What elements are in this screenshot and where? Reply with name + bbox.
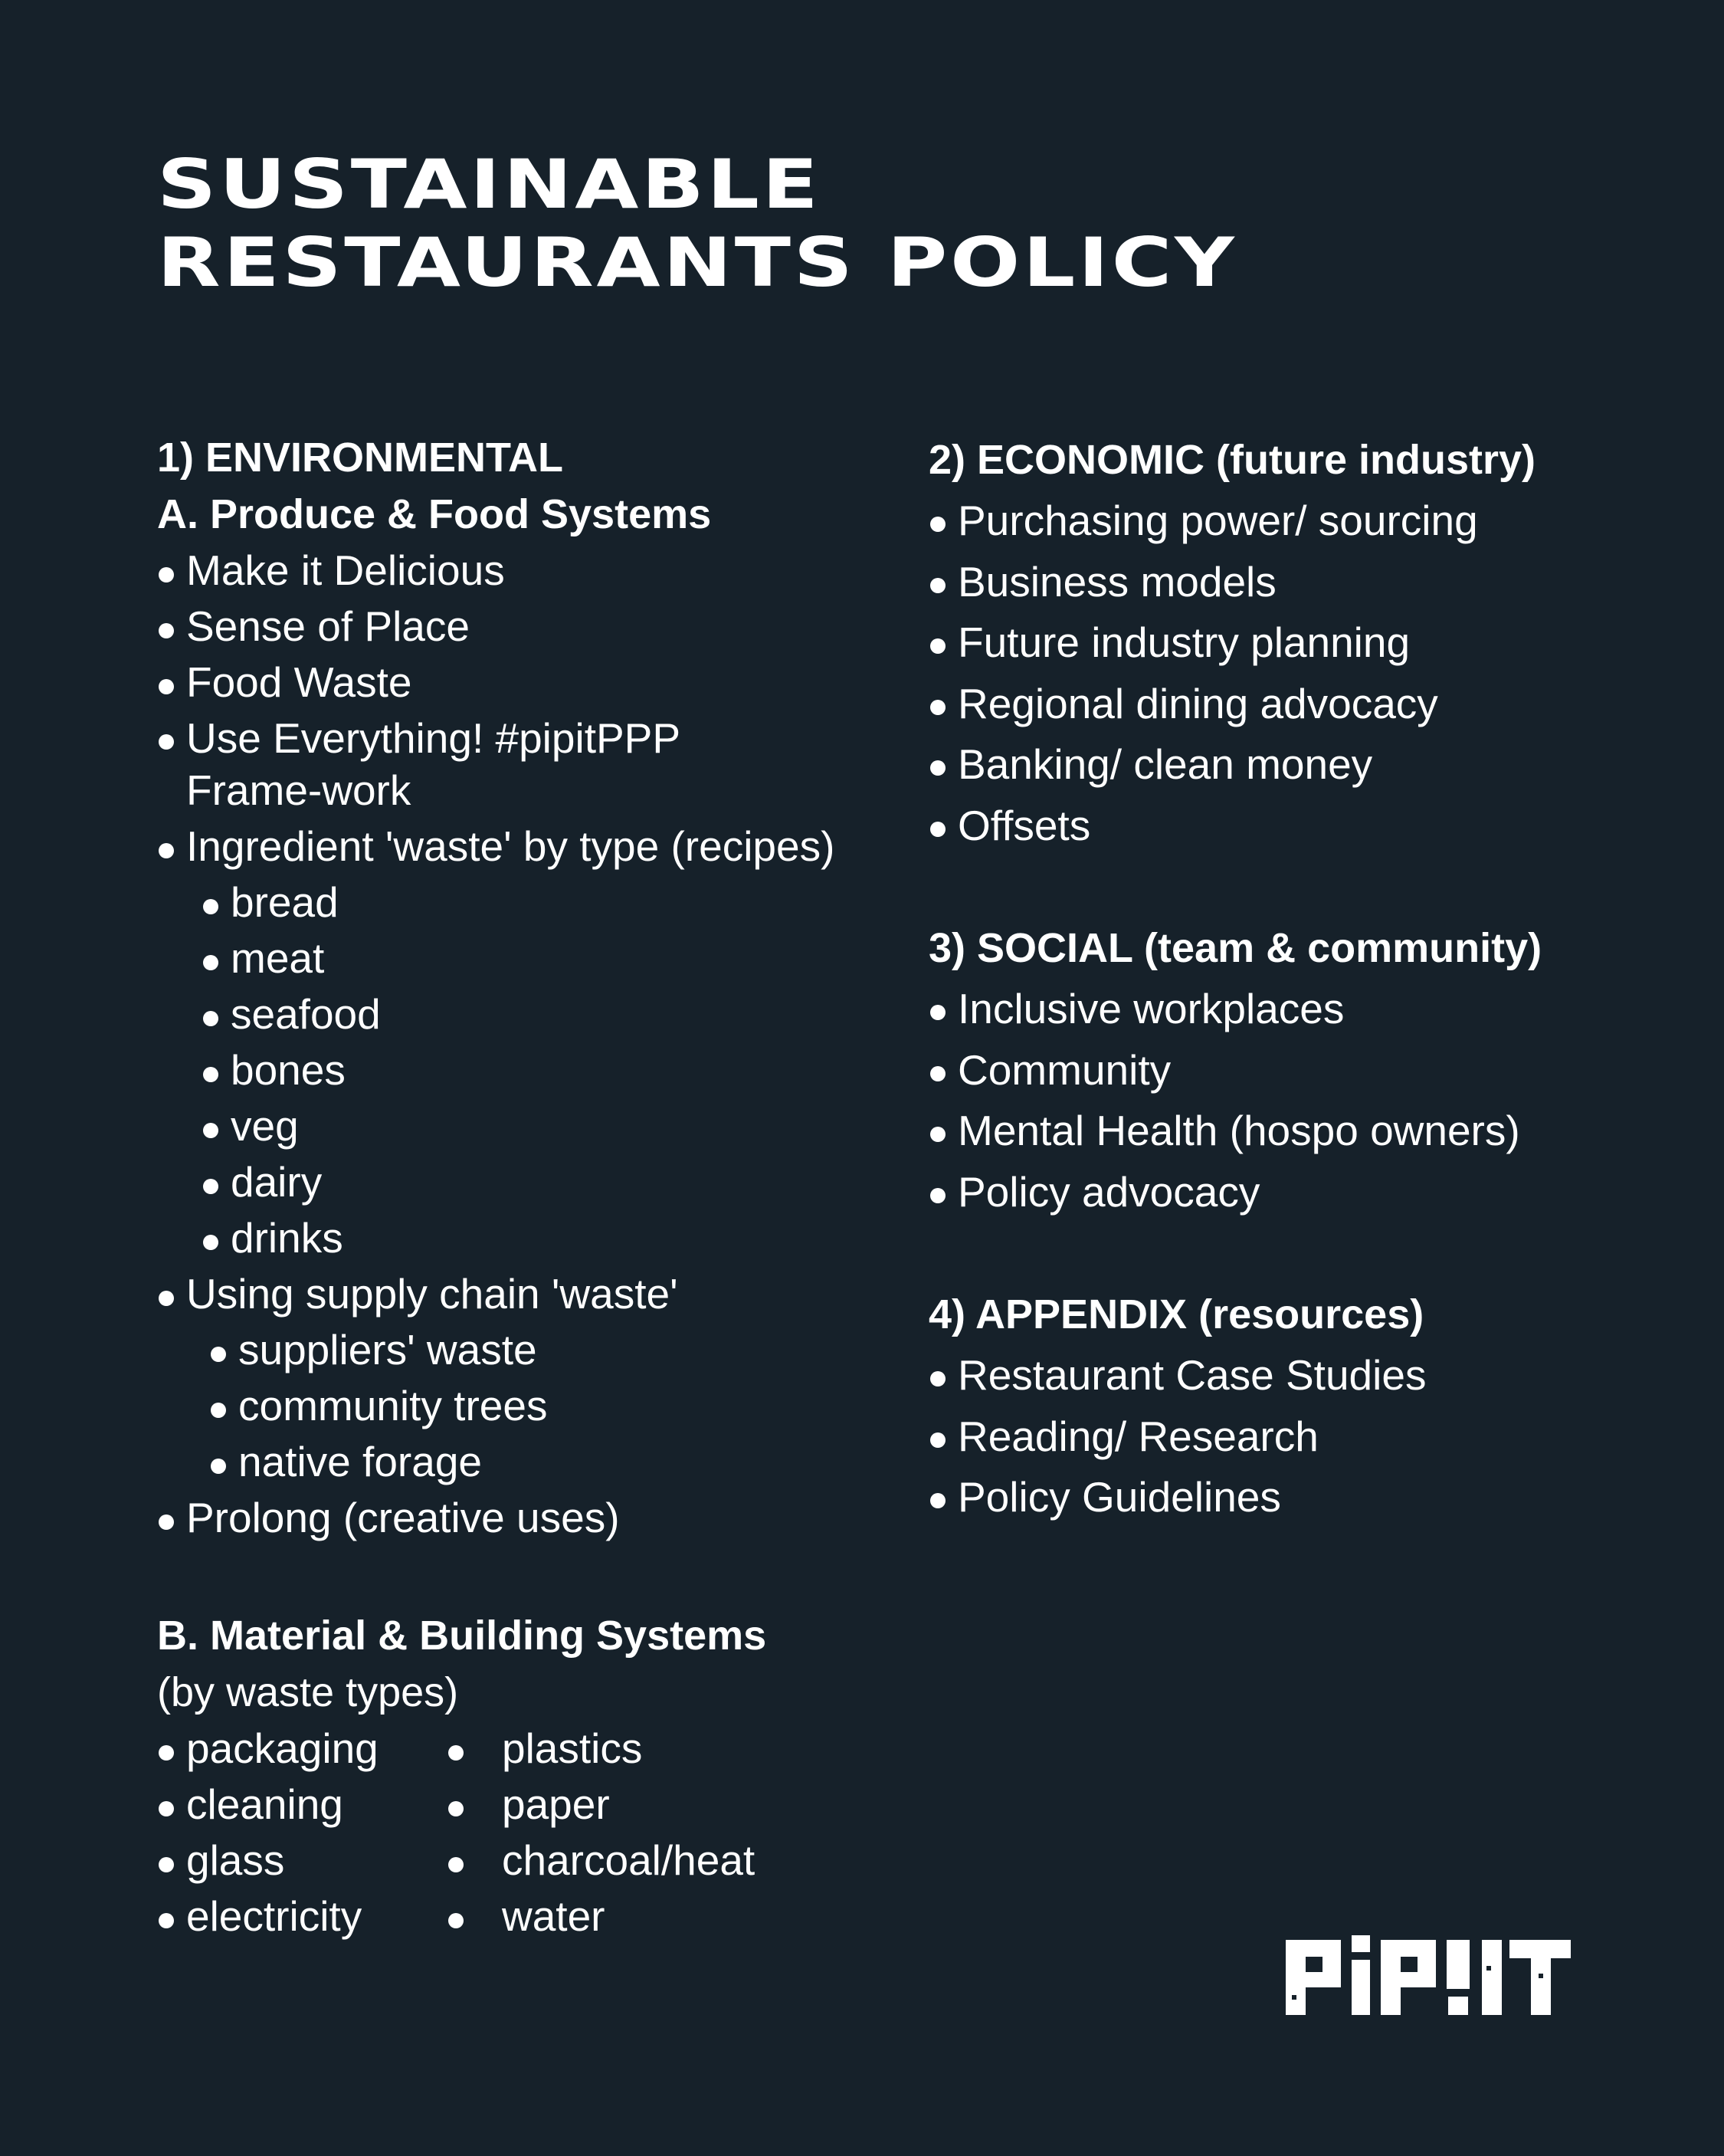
pipit-logo xyxy=(1286,1935,1571,2015)
list-item: charcoal/heat xyxy=(448,1833,755,1889)
list-item: plastics xyxy=(448,1721,755,1777)
list-item: dairy xyxy=(157,1154,885,1210)
economic-heading: 2) ECONOMIC (future industry) xyxy=(929,437,1536,483)
list-item: Policy advocacy xyxy=(929,1162,1664,1223)
list-item: Make it Delicious xyxy=(157,543,885,599)
produce-heading: A. Produce & Food Systems xyxy=(157,491,712,537)
spacer xyxy=(929,856,1664,917)
list-item: Banking/ clean money xyxy=(929,734,1664,796)
list-item: drinks xyxy=(157,1210,885,1266)
list-item: Policy Guidelines xyxy=(929,1467,1664,1528)
list-item: Future industry planning xyxy=(929,612,1664,674)
appendix-list xyxy=(929,1345,1664,1528)
economic-list xyxy=(929,491,1664,856)
list-item: suppliers' waste xyxy=(157,1322,885,1378)
list-item: seafood xyxy=(157,986,885,1042)
list-item: water xyxy=(448,1889,755,1944)
list-item: Offsets xyxy=(929,796,1664,857)
supply-chain-list xyxy=(157,1266,885,1322)
material-lists xyxy=(157,1721,885,1944)
list-item: Community xyxy=(929,1040,1664,1101)
list-item: paper xyxy=(448,1777,755,1833)
list-item: Use Everything! #pipitPPP Frame-work xyxy=(157,710,814,819)
list-item: Reading/ Research xyxy=(929,1406,1664,1468)
list-item: Business models xyxy=(929,552,1664,613)
logo-letter-i xyxy=(1352,1935,1370,1952)
list-item: bones xyxy=(157,1042,885,1098)
title-line-1: SUSTAINABLE xyxy=(157,145,821,224)
list-item: veg xyxy=(157,1098,885,1154)
supply-items-list xyxy=(157,1322,885,1490)
produce-list xyxy=(157,543,885,875)
list-item: Using supply chain 'waste' xyxy=(157,1266,885,1322)
list-item: meat xyxy=(157,930,885,986)
page-title xyxy=(157,146,1237,302)
list-item: Mental Health (hospo owners) xyxy=(929,1101,1664,1162)
material-list-left xyxy=(157,1721,448,1944)
pipit-logo-mark xyxy=(1286,1935,1571,2015)
material-heading: B. Material & Building Systems xyxy=(157,1613,767,1659)
environmental-heading: 1) ENVIRONMENTAL xyxy=(157,435,564,481)
list-item: Prolong (creative uses) xyxy=(157,1490,885,1546)
logo-letter-i2 xyxy=(1482,1940,1502,2015)
material-list-right xyxy=(448,1721,755,1944)
social-list xyxy=(929,979,1664,1222)
list-item: Purchasing power/ sourcing xyxy=(929,491,1664,552)
list-item: electricity xyxy=(157,1889,448,1944)
list-item: bread xyxy=(157,875,885,930)
material-subheading: (by waste types) xyxy=(157,1669,459,1715)
list-item: cleaning xyxy=(157,1777,448,1833)
environmental-column xyxy=(157,429,885,1944)
list-item: community trees xyxy=(157,1378,885,1434)
list-item: Inclusive workplaces xyxy=(929,979,1664,1040)
list-item: Regional dining advocacy xyxy=(929,674,1664,735)
social-heading: 3) SOCIAL (team & community) xyxy=(929,925,1542,971)
list-item: Ingredient 'waste' by type (recipes) xyxy=(157,819,885,875)
right-column xyxy=(929,429,1664,1528)
spacer xyxy=(157,1546,885,1607)
logo-exclamation xyxy=(1447,1940,1470,1989)
list-item: packaging xyxy=(157,1721,448,1777)
list-item: Food Waste xyxy=(157,655,885,710)
list-item: Sense of Place xyxy=(157,599,885,655)
waste-type-list xyxy=(157,875,885,1266)
list-item: native forage xyxy=(157,1434,885,1490)
prolong-list xyxy=(157,1490,885,1546)
spacer xyxy=(929,1222,1664,1284)
list-item: glass xyxy=(157,1833,448,1889)
appendix-heading: 4) APPENDIX (resources) xyxy=(929,1291,1424,1337)
title-line-2: RESTAURANTS POLICY xyxy=(157,223,1237,302)
list-item: Restaurant Case Studies xyxy=(929,1345,1664,1406)
